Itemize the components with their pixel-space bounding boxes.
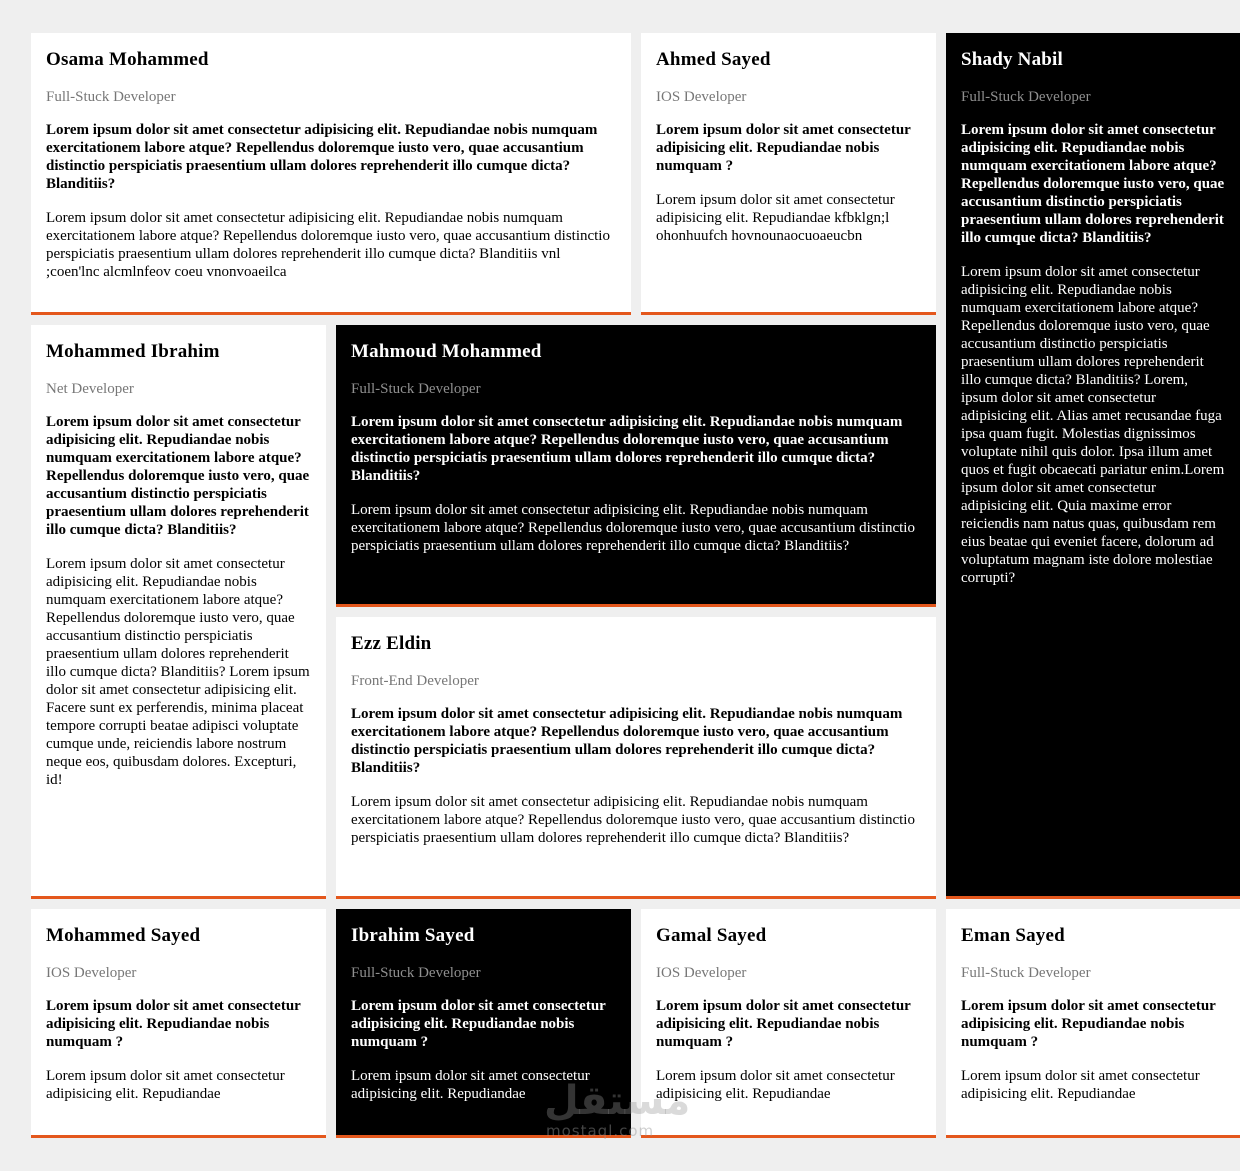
profile-card-mohammed-sayed — [31, 909, 326, 1138]
card-role: IOS Developer — [656, 965, 747, 981]
card-name: Osama Mohammed — [46, 49, 209, 70]
card-role: IOS Developer — [656, 89, 747, 105]
card-name: Gamal Sayed — [656, 925, 767, 946]
card-lead-text: Lorem ipsum dolor sit amet consectetur adipisicing elit. Repudiandae nobis numquam exercitationem labore atque? Repellendus doloremque iusto vero, quae accusantium distinctio perspiciatis praesentium ullam dolores reprehenderit illo cumque dicta? Blanditiis? — [351, 706, 903, 776]
card-body-text: Lorem ipsum dolor sit amet consectetur adipisicing elit. Repudiandae nobis numquam exercitationem labore atque? Repellendus doloremque iusto vero, quae accusantium distinctio perspiciatis praesentium ullam dolores reprehenderit illo cumque dicta? Blanditiis vnl ;coen'lnc alcmlnfeov coeu vnonvoaeilca — [46, 210, 610, 280]
profile-card-mahmoud-mohammed — [336, 325, 936, 607]
profile-card-gamal-sayed — [641, 909, 936, 1138]
card-name: Eman Sayed — [961, 925, 1065, 946]
card-role: IOS Developer — [46, 965, 137, 981]
profile-card-ibrahim-sayed — [336, 909, 631, 1138]
card-body-text: Lorem ipsum dolor sit amet consectetur adipisicing elit. Repudiandae — [656, 1068, 895, 1102]
watermark-logo: مستقل — [544, 1078, 691, 1124]
card-name: Ahmed Sayed — [656, 49, 771, 70]
card-body-text: Lorem ipsum dolor sit amet consectetur adipisicing elit. Repudiandae nobis numquam exercitationem labore atque? Repellendus doloremque iusto vero, quae accusantium distinctio perspiciatis praesentium ullam dolores reprehenderit illo cumque dicta? Blanditiis? — [351, 502, 915, 554]
profile-card-mohammed-ibrahim — [31, 325, 326, 899]
card-lead-text: Lorem ipsum dolor sit amet consectetur adipisicing elit. Repudiandae nobis numquam ? — [46, 998, 301, 1050]
card-role: Full-Stuck Developer — [961, 89, 1091, 105]
profile-card-shady-nabil — [946, 33, 1240, 899]
profile-card-ezz-eldin — [336, 617, 936, 899]
profile-card-ahmed-sayed — [641, 33, 936, 315]
card-lead-text: Lorem ipsum dolor sit amet consectetur adipisicing elit. Repudiandae nobis numquam ? — [656, 998, 911, 1050]
card-role: Front-End Developer — [351, 673, 479, 689]
card-name: Ezz Eldin — [351, 633, 432, 654]
card-role: Full-Stuck Developer — [961, 965, 1091, 981]
card-body-text: Lorem ipsum dolor sit amet consectetur adipisicing elit. Repudiandae — [961, 1068, 1200, 1102]
card-role: Net Developer — [46, 381, 134, 397]
card-role: Full-Stuck Developer — [46, 89, 176, 105]
card-body-text: Lorem ipsum dolor sit amet consectetur adipisicing elit. Repudiandae nobis numquam exercitationem labore atque? Repellendus doloremque iusto vero, quae accusantium distinctio perspiciatis praesentium ullam dolores reprehenderit illo cumque dicta? Blanditiis? Lorem, ipsum dolor sit amet consectetur adipisicing elit. Alias amet recusandae fuga ipsa quam fugit. Molestias dignissimos voluptate nihil quis dolor. Ipsa illum amet quos et fugit obcaecati pariatur enim.Lorem ipsum dolor sit amet consectetur adipisicing elit. Quia maxime error reiciendis nam natus quas, quibusdam rem eius beatae qui eveniet facere, dolorum ad voluptatum magnam iste dolore molestiae corrupti? — [961, 264, 1225, 586]
card-body-text: Lorem ipsum dolor sit amet consectetur adipisicing elit. Repudiandae nobis numquam exercitationem labore atque? Repellendus doloremque iusto vero, quae accusantium distinctio perspiciatis praesentium ullam dolores reprehenderit illo cumque dicta? Blanditiis? Lorem ipsum dolor sit amet consectetur adipisicing elit. Facere sunt ex perferendis, minima placeat tempore corrupti beatae adipisci voluptate cumque unde, reiciendis labore nostrum neque eos, quibusdam dolores. Excepturi, id! — [46, 556, 310, 788]
profile-card-eman-sayed — [946, 909, 1240, 1138]
card-role: Full-Stuck Developer — [351, 381, 481, 397]
card-lead-text: Lorem ipsum dolor sit amet consectetur adipisicing elit. Repudiandae nobis numquam exercitationem labore atque? Repellendus doloremque iusto vero, quae accusantium distinctio perspiciatis praesentium ullam dolores reprehenderit illo cumque dicta? Blanditiis? — [961, 122, 1225, 246]
card-name: Mohammed Ibrahim — [46, 341, 220, 362]
card-lead-text: Lorem ipsum dolor sit amet consectetur adipisicing elit. Repudiandae nobis numquam ? — [656, 122, 911, 174]
watermark-text: mostaql.com — [546, 1122, 655, 1140]
profile-card-osama-mohammed — [31, 33, 631, 315]
card-body-text: Lorem ipsum dolor sit amet consectetur adipisicing elit. Repudiandae nobis numquam exercitationem labore atque? Repellendus doloremque iusto vero, quae accusantium distinctio perspiciatis praesentium ullam dolores reprehenderit illo cumque dicta? Blanditiis? — [351, 794, 915, 846]
card-role: Full-Stuck Developer — [351, 965, 481, 981]
card-lead-text: Lorem ipsum dolor sit amet consectetur adipisicing elit. Repudiandae nobis numquam exercitationem labore atque? Repellendus doloremque iusto vero, quae accusantium distinctio perspiciatis praesentium ullam dolores reprehenderit illo cumque dicta? Blanditiis? — [351, 414, 903, 484]
card-body-text: Lorem ipsum dolor sit amet consectetur adipisicing elit. Repudiandae kfbklgn;l ohonhuufch hovnounaocuoaeucbn — [656, 192, 895, 244]
card-lead-text: Lorem ipsum dolor sit amet consectetur adipisicing elit. Repudiandae nobis numquam ? — [961, 998, 1216, 1050]
card-name: Mahmoud Mohammed — [351, 341, 542, 362]
card-lead-text: Lorem ipsum dolor sit amet consectetur adipisicing elit. Repudiandae nobis numquam exercitationem labore atque? Repellendus doloremque iusto vero, quae accusantium distinctio perspiciatis praesentium ullam dolores reprehenderit illo cumque dicta? Blanditiis? — [46, 414, 310, 538]
card-lead-text: Lorem ipsum dolor sit amet consectetur adipisicing elit. Repudiandae nobis numquam ? — [351, 998, 606, 1050]
card-lead-text: Lorem ipsum dolor sit amet consectetur adipisicing elit. Repudiandae nobis numquam exercitationem labore atque? Repellendus doloremque iusto vero, quae accusantium distinctio perspiciatis praesentium ullam dolores reprehenderit illo cumque dicta? Blanditiis? — [46, 122, 598, 192]
card-name: Mohammed Sayed — [46, 925, 201, 946]
card-name: Ibrahim Sayed — [351, 925, 475, 946]
card-name: Shady Nabil — [961, 49, 1063, 70]
card-body-text: Lorem ipsum dolor sit amet consectetur adipisicing elit. Repudiandae — [46, 1068, 285, 1102]
card-body-text: Lorem ipsum dolor sit amet consectetur adipisicing elit. Repudiandae — [351, 1068, 590, 1102]
